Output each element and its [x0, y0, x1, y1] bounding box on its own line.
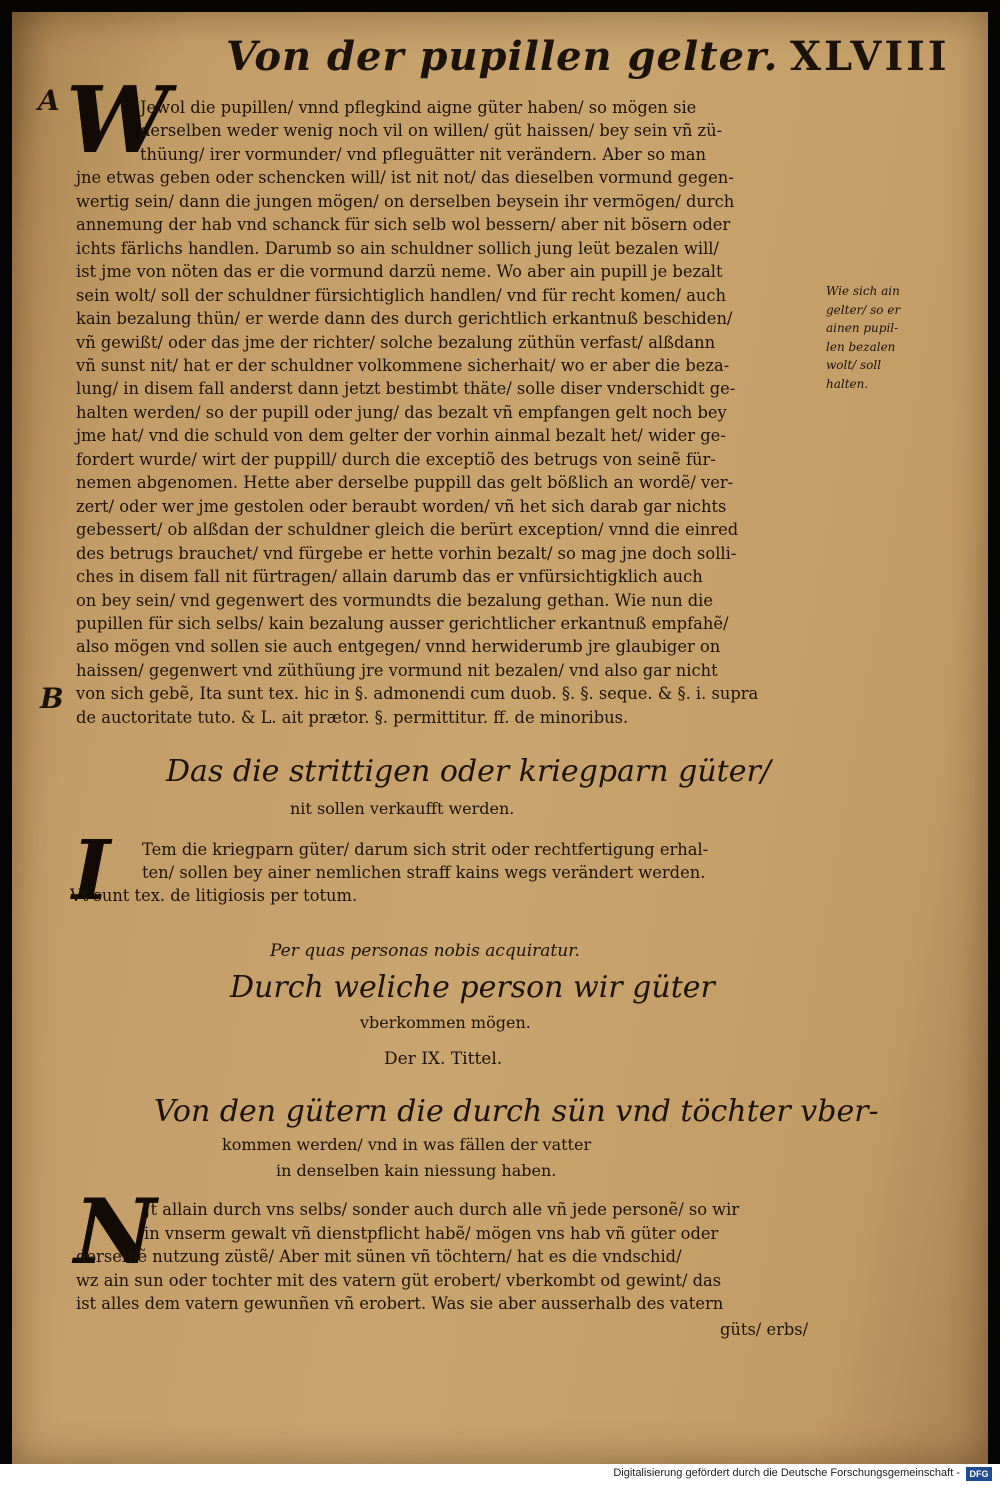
dfg-logo: DFG [966, 1467, 992, 1481]
para1-line: pupillen für sich selbs/ kain bezalung ausser gerichtlicher erkantnuß empfahẽ/ [76, 613, 729, 633]
para1-line: haissen/ gegenwert vnd züthüung jre vormund nit bezalen/ vnd also gar nicht [76, 660, 718, 680]
para1-line: kain bezalung thün/ er werde dann des durch gerichtlich erkantnuß beschiden/ [76, 309, 733, 329]
para1-line: annemung der hab vnd schanck für sich selb wol bessern/ aber nit bösern oder [76, 215, 731, 235]
para1-line: ches in disem fall nit fürtragen/ allain darumb das er vnfürsichtigklich auch [76, 567, 703, 587]
marginal-line: ainen pupil- [826, 321, 899, 335]
marginal-line: Wie sich ain [826, 284, 900, 298]
para1-line: gebessert/ ob alßdan der schuldner gleich die berürt exception/ vnnd die einred [76, 520, 739, 540]
para1-line: wertig sein/ dann die jungen mögen/ on derselben beysein ihr vermögen/ durch [76, 191, 735, 211]
marginal-line: wolt/ soll [826, 358, 882, 372]
decorated-initial-i: I [72, 823, 111, 919]
decorated-initial-n: N [74, 1179, 157, 1285]
running-head: Von der pupillen gelter. [226, 33, 779, 80]
footer-bar [0, 1464, 1000, 1486]
para1-line: thüung/ irer vormunder/ vnd pfleguätter nit verändern. Aber so man [140, 144, 706, 164]
para1-line: de auctoritate tuto. & L. ait prætor. §. permittitur. ff. de minoribus. [76, 707, 629, 727]
catchword: güts/ erbs/ [720, 1320, 809, 1339]
para1-line: also mögen vnd sollen sie auch entgegen/ vnnd herwiderumb jre glaubiger on [76, 637, 721, 657]
title-subheading: vberkommen mögen. [360, 1013, 531, 1032]
section-heading-kriegparn: Das die strittigen oder kriegparn güter/ [166, 754, 771, 789]
book-page [12, 12, 988, 1464]
para3-line: wz ain sun oder tochter mit des vatern güt erobert/ vberkombt od gewint/ das [76, 1270, 722, 1290]
title-number: Der IX. Tittel. [384, 1049, 503, 1069]
section-mark-b: B [40, 682, 64, 715]
para1-line: lung/ in disem fall anderst dann jetzt bestimbt thäte/ solle diser vnderschidt ge- [76, 379, 736, 399]
latin-title: Per quas personas nobis acquiratur. [270, 941, 580, 961]
para1-line: Jewol die pupillen/ vnnd pflegkind aigne güter haben/ so mögen sie [140, 98, 697, 117]
para1-line: derselben weder wenig noch vil on willen/ güt haissen/ bey sein vñ zü- [140, 121, 723, 141]
section-heading-guetern: Von den gütern die durch sün vnd töchter vber- [154, 1094, 879, 1129]
para1-line: des betrugs brauchet/ vnd fürgebe er hette vorhin bezalt/ so mag jne doch solli- [76, 543, 737, 563]
para1-line: ichts färlichs handlen. Darumb so ain schuldner sollich jung leüt bezalen will/ [76, 238, 719, 258]
para1-line: sein wolt/ soll der schuldner fürsichtiglich handlen/ vnd für recht komen/ auch [76, 285, 727, 305]
paragraph-guetern [76, 1198, 740, 1316]
folio-number: XLVIII [790, 33, 950, 80]
marginal-line: halten. [826, 376, 869, 391]
para1-line: vñ gewißt/ oder das jme der richter/ solche bezalung züthün verfast/ alßdann [76, 332, 716, 352]
para1-line: jne etwas geben oder schencken will/ ist nit not/ das dieselben vormund gegen- [76, 168, 734, 188]
para1-line: ist jme von nöten das er die vormund darzü neme. Wo aber ain pupill je bezalt [76, 262, 723, 282]
funding-notice: Digitalisierung gefördert durch die Deutsche Forschungsgemeinschaft - [613, 1467, 960, 1479]
marginal-line: len bezalen [826, 339, 896, 354]
para1-line: on bey sein/ vnd gegenwert des vormundts die bezalung gethan. Wie nun die [76, 590, 714, 610]
para1-line: fordert wurde/ wirt der puppill/ durch die exceptiõ des betrugs von seinẽ für- [76, 449, 716, 469]
para1-line: von sich gebẽ, Ita sunt tex. hic in §. admonendi cum duob. §. §. seque. & §. i. supra [76, 684, 759, 704]
section-subheading-guetern-1: kommen werden/ vnd in was fällen der vatter [222, 1135, 592, 1154]
para1-line: zert/ oder wer jme gestolen oder beraubt worden/ vñ het sich darab gar nichts [76, 496, 727, 516]
para1-line: vñ sunst nit/ hat er der schuldner volkommene sicherhait/ wo er aber die beza- [76, 355, 730, 375]
para3-line: ist alles dem vatern gewunñen vñ erobert. Was sie aber ausserhalb des vatern [76, 1294, 724, 1314]
section-mark-a: A [38, 84, 60, 117]
para2-line: Tem die kriegparn güter/ darum sich strit oder rechtfertigung erhal- [142, 840, 709, 859]
para2-line: ten/ sollen bey ainer nemlichen straff kains wegs verändert werden. [142, 863, 706, 882]
para3-line: Jt allain durch vns selbs/ sonder auch durch alle vñ jede personẽ/ so wir [144, 1200, 740, 1219]
title-heading: Durch weliche person wir güter [230, 970, 715, 1005]
paragraph-pupillen [76, 96, 824, 729]
para3-line: derselbẽ nutzung züstẽ/ Aber mit sünen vñ töchtern/ hat es die vndschid/ [76, 1247, 682, 1267]
marginal-note [826, 282, 900, 393]
para1-line: halten werden/ so der pupill oder jung/ das bezalt vñ empfangen gelt noch bey [76, 402, 727, 422]
section-subheading-guetern-2: in denselben kain niessung haben. [276, 1161, 557, 1180]
para1-line: nemen abgenomen. Hette aber derselbe puppill das gelt bößlich an wordẽ/ ver- [76, 473, 734, 493]
section-subheading-kriegparn: nit sollen verkaufft werden. [290, 799, 515, 818]
para2-line: Vt sunt tex. de litigiosis per totum. [70, 886, 358, 905]
marginal-line: gelter/ so er [826, 302, 901, 317]
para1-line: jme hat/ vnd die schuld von dem gelter der vorhin ainmal bezalt het/ wider ge- [76, 426, 726, 446]
paragraph-kriegparn [70, 838, 709, 907]
decorated-initial-w: W [66, 66, 170, 174]
para3-line: in vnserm gewalt vñ dienstpflicht habẽ/ mögen vns hab vñ güter oder [144, 1223, 719, 1243]
